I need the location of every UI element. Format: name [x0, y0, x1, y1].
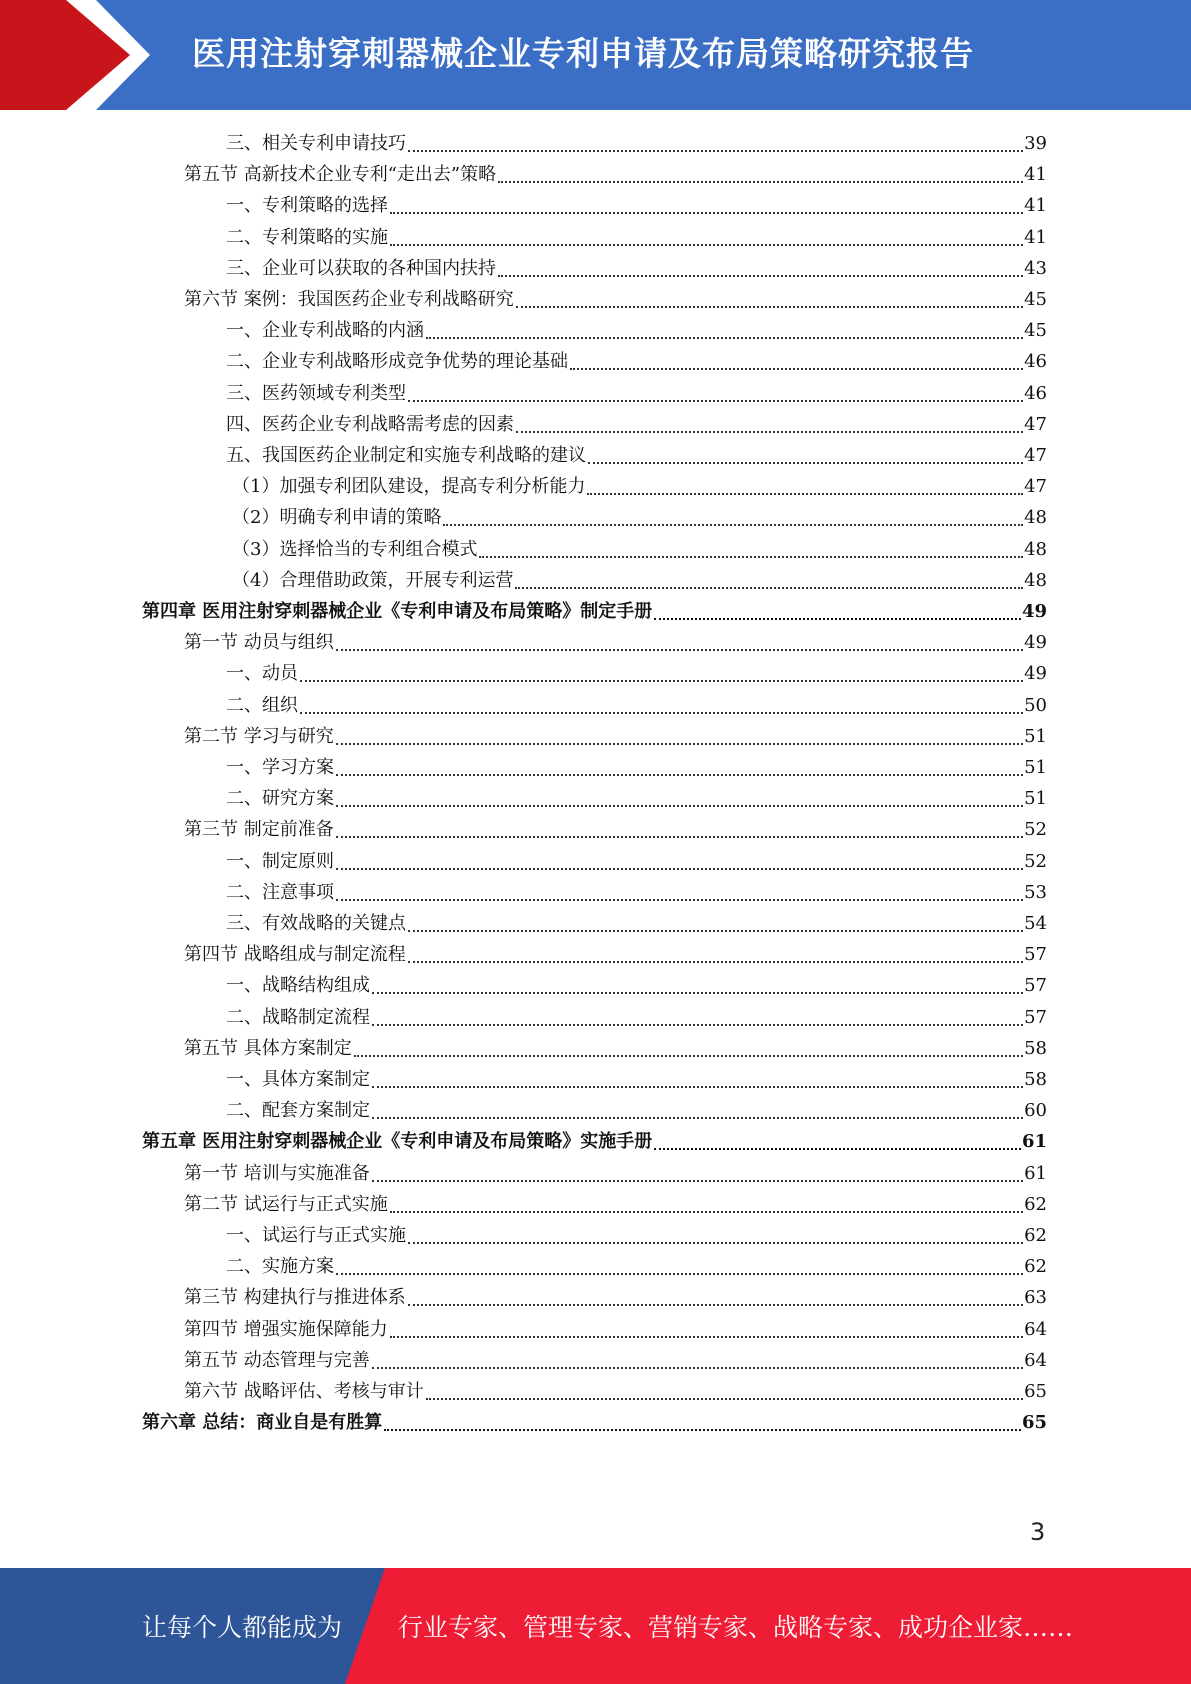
toc-dot-leader — [426, 1397, 1023, 1400]
toc-entry-title: 第六章 总结：商业自是有胜算 — [142, 1412, 383, 1434]
toc-entry[interactable] — [226, 1220, 1047, 1251]
toc-dot-leader — [372, 1179, 1023, 1182]
toc-entry-title: 第六节 案例：我国医药企业专利战略研究 — [184, 289, 514, 310]
toc-entry-title: 二、实施方案 — [226, 1256, 334, 1278]
toc-entry[interactable] — [226, 1095, 1047, 1126]
toc-dot-leader — [479, 555, 1023, 558]
toc-dot-leader — [516, 305, 1023, 308]
toc-entry-page: 63 — [1024, 1287, 1047, 1309]
toc-entry[interactable] — [226, 783, 1047, 814]
toc-dot-leader — [516, 430, 1023, 433]
toc-dot-leader — [336, 804, 1023, 807]
toc-entry[interactable] — [226, 190, 1047, 221]
toc-entry-title: 二、配套方案制定 — [226, 1100, 370, 1122]
toc-entry-title: 第五节 高新技术企业专利“走出去”策略 — [184, 164, 497, 186]
toc-entry-page: 47 — [1024, 413, 1047, 435]
toc-entry-title: 三、相关专利申请技巧 — [226, 133, 406, 154]
toc-entry[interactable] — [226, 315, 1047, 346]
toc-dot-leader — [372, 1085, 1023, 1088]
toc-entry-page: 64 — [1024, 1349, 1047, 1371]
toc-dot-leader — [354, 1054, 1023, 1057]
toc-entry-page: 48 — [1024, 538, 1047, 560]
toc-entry-title: （2）明确专利申请的策略 — [232, 507, 442, 529]
toc-dot-leader — [408, 929, 1023, 932]
toc-entry[interactable] — [184, 1033, 1047, 1064]
toc-entry[interactable] — [226, 877, 1047, 908]
toc-entry-page: 49 — [1024, 632, 1047, 654]
toc-entry-page: 61 — [1024, 1162, 1047, 1184]
toc-dot-leader — [588, 461, 1023, 464]
toc-dot-leader — [408, 1303, 1023, 1306]
toc-dot-leader — [384, 1428, 1021, 1431]
toc-entry[interactable] — [184, 814, 1047, 845]
toc-dot-leader — [336, 742, 1023, 745]
toc-entry-title: 第五章 医用注射穿刺器械企业《专利申请及布局策略》实施手册 — [142, 1131, 653, 1153]
toc-entry-page: 47 — [1024, 445, 1047, 466]
toc-entry-page: 51 — [1024, 788, 1047, 810]
toc-entry[interactable] — [226, 409, 1047, 440]
toc-entry[interactable] — [226, 1002, 1047, 1033]
toc-entry-title: 一、企业专利战略的内涵 — [226, 320, 424, 342]
toc-entry-page: 62 — [1024, 1256, 1047, 1278]
toc-dot-leader — [654, 617, 1021, 620]
toc-entry-title: 二、专利策略的实施 — [226, 226, 388, 248]
toc-entry-title: 第三节 制定前准备 — [184, 819, 334, 841]
toc-entry-page: 41 — [1024, 195, 1047, 217]
toc-entry-title: 一、制定原则 — [226, 850, 334, 872]
toc-entry-page: 65 — [1021, 1412, 1047, 1434]
toc-entry-title: 第五节 动态管理与完善 — [184, 1349, 370, 1371]
toc-entry-title: （4）合理借助政策，开展专利运营 — [232, 569, 514, 591]
toc-entry-title: 第四节 战略组成与制定流程 — [184, 944, 406, 966]
toc-entry-page: 47 — [1024, 476, 1047, 498]
page-header — [0, 0, 1191, 110]
toc-entry-page: 61 — [1021, 1131, 1047, 1153]
toc-entry-title: 一、战略结构组成 — [226, 975, 370, 997]
toc-entry-page: 57 — [1024, 1006, 1047, 1028]
toc-entry[interactable] — [232, 471, 1047, 502]
toc-entry[interactable] — [184, 1314, 1047, 1345]
toc-entry[interactable] — [226, 846, 1047, 877]
document-title: 医用注射穿刺器械企业专利申请及布局策略研究报告 — [192, 34, 974, 73]
toc-entry-title: 五、我国医药企业制定和实施专利战略的建议 — [226, 445, 586, 466]
toc-dot-leader — [654, 1147, 1021, 1150]
toc-entry[interactable] — [226, 346, 1047, 377]
toc-entry-page: 41 — [1024, 164, 1047, 186]
toc-entry-title: （3）选择恰当的专利组合模式 — [232, 538, 478, 560]
toc-entry[interactable] — [232, 534, 1047, 565]
toc-entry-title: 一、具体方案制定 — [226, 1069, 370, 1090]
toc-entry[interactable] — [226, 222, 1047, 253]
toc-entry-page: 45 — [1024, 289, 1047, 310]
toc-entry-page: 51 — [1024, 725, 1047, 747]
toc-entry[interactable] — [226, 1251, 1047, 1282]
toc-dot-leader — [372, 991, 1023, 994]
toc-entry[interactable] — [142, 1126, 1047, 1157]
toc-entry[interactable] — [226, 970, 1047, 1001]
toc-entry-title: （1）加强专利团队建设，提高专利分析能力 — [232, 476, 586, 498]
toc-entry-page: 60 — [1024, 1100, 1047, 1122]
footer-slogan-right: 行业专家、管理专家、营销专家、战略专家、成功企业家…… — [398, 1613, 1074, 1642]
toc-entry[interactable] — [226, 752, 1047, 783]
toc-entry-page: 48 — [1024, 569, 1047, 591]
toc-entry-title: 第二节 学习与研究 — [184, 725, 334, 747]
toc-entry-page: 50 — [1024, 694, 1047, 716]
toc-entry-page: 64 — [1024, 1318, 1047, 1340]
toc-entry-page: 45 — [1024, 320, 1047, 342]
toc-entry-page: 46 — [1024, 382, 1047, 404]
toc-entry-title: 第五节 具体方案制定 — [184, 1037, 352, 1059]
toc-entry[interactable] — [184, 1158, 1047, 1189]
toc-entry[interactable] — [226, 440, 1047, 471]
toc-entry[interactable] — [184, 1189, 1047, 1220]
page-footer — [0, 1568, 1191, 1684]
toc-entry[interactable] — [226, 658, 1047, 689]
toc-dot-leader — [515, 586, 1023, 589]
page-number: 3 — [1030, 1518, 1046, 1546]
toc-entry-page: 49 — [1024, 663, 1047, 685]
toc-entry-title: 三、企业可以获取的各种国内扶持 — [226, 257, 496, 279]
toc-entry-page: 58 — [1024, 1037, 1047, 1059]
toc-entry-title: 第一节 培训与实施准备 — [184, 1162, 370, 1184]
toc-dot-leader — [390, 211, 1023, 214]
toc-entry[interactable] — [142, 1407, 1047, 1438]
toc-dot-leader — [408, 399, 1023, 402]
toc-entry[interactable] — [226, 378, 1047, 409]
toc-entry[interactable] — [226, 908, 1047, 939]
toc-entry[interactable] — [226, 128, 1047, 159]
toc-dot-leader — [390, 243, 1023, 246]
toc-dot-leader — [587, 492, 1023, 495]
toc-entry-title: 一、试运行与正式实施 — [226, 1225, 406, 1246]
toc-entry-page: 51 — [1024, 757, 1047, 778]
toc-entry-page: 43 — [1024, 257, 1047, 279]
toc-entry-page: 58 — [1024, 1069, 1047, 1090]
toc-entry-title: 二、研究方案 — [226, 788, 334, 810]
footer-slogan-left: 让每个人都能成为 — [142, 1613, 343, 1642]
toc-dot-leader — [408, 960, 1023, 963]
toc-entry-title: 第六节 战略评估、考核与审计 — [184, 1381, 424, 1402]
toc-dot-leader — [300, 711, 1023, 714]
toc-entry-title: 二、战略制定流程 — [226, 1006, 370, 1028]
toc-entry-page: 54 — [1024, 913, 1047, 934]
toc-dot-leader — [372, 1116, 1023, 1119]
toc-entry[interactable] — [184, 159, 1047, 190]
toc-entry-page: 48 — [1024, 507, 1047, 529]
toc-dot-leader — [300, 679, 1023, 682]
toc-entry-title: 第二节 试运行与正式实施 — [184, 1193, 388, 1215]
toc-entry[interactable] — [184, 1282, 1047, 1313]
toc-entry-page: 39 — [1024, 133, 1047, 154]
toc-entry-title: 三、医药领域专利类型 — [226, 382, 406, 404]
toc-entry-title: 二、注意事项 — [226, 881, 334, 903]
toc-entry-page: 57 — [1024, 944, 1047, 966]
toc-entry-title: 第四节 增强实施保障能力 — [184, 1318, 388, 1340]
toc-dot-leader — [570, 367, 1023, 370]
toc-entry-title: 一、学习方案 — [226, 757, 334, 778]
toc-entry-title: 第四章 医用注射穿刺器械企业《专利申请及布局策略》制定手册 — [142, 601, 653, 622]
toc-dot-leader — [408, 149, 1023, 152]
toc-entry[interactable] — [232, 565, 1047, 596]
toc-entry-title: 第一节 动员与组织 — [184, 632, 334, 654]
toc-dot-leader — [443, 523, 1023, 526]
toc-entry-page: 52 — [1024, 850, 1047, 872]
toc-dot-leader — [336, 773, 1023, 776]
toc-entry[interactable] — [184, 627, 1047, 658]
toc-dot-leader — [426, 336, 1023, 339]
toc-entry[interactable] — [184, 1345, 1047, 1376]
toc-dot-leader — [498, 180, 1023, 183]
toc-dot-leader — [408, 1241, 1023, 1244]
toc-entry-page: 53 — [1024, 881, 1047, 903]
toc-entry-title: 一、专利策略的选择 — [226, 195, 388, 217]
toc-dot-leader — [336, 648, 1023, 651]
toc-dot-leader — [390, 1210, 1023, 1213]
toc-dot-leader — [390, 1335, 1023, 1338]
toc-dot-leader — [498, 274, 1023, 277]
toc-entry-title: 四、医药企业专利战略需考虑的因素 — [226, 413, 514, 435]
toc-entry[interactable] — [184, 1376, 1047, 1407]
toc-entry-title: 二、企业专利战略形成竞争优势的理论基础 — [226, 351, 568, 373]
toc-entry-page: 52 — [1024, 819, 1047, 841]
toc-entry-page: 46 — [1024, 351, 1047, 373]
toc-entry-page: 57 — [1024, 975, 1047, 997]
toc-entry[interactable] — [184, 284, 1047, 315]
toc-dot-leader — [336, 867, 1023, 870]
toc-entry[interactable] — [232, 502, 1047, 533]
toc-entry-title: 第三节 构建执行与推进体系 — [184, 1287, 406, 1309]
toc-entry-page: 62 — [1024, 1225, 1047, 1246]
toc-dot-leader — [336, 898, 1023, 901]
toc-entry-page: 62 — [1024, 1193, 1047, 1215]
toc-entry[interactable] — [142, 596, 1047, 627]
toc-entry[interactable] — [226, 253, 1047, 284]
toc-entry[interactable] — [184, 721, 1047, 752]
toc-dot-leader — [336, 835, 1023, 838]
toc-dot-leader — [372, 1023, 1023, 1026]
toc-entry-page: 41 — [1024, 226, 1047, 248]
toc-dot-leader — [372, 1366, 1023, 1369]
toc-dot-leader — [336, 1272, 1023, 1275]
toc-entry-title: 二、组织 — [226, 694, 298, 716]
toc-entry-page: 65 — [1024, 1381, 1047, 1402]
toc-entry[interactable] — [184, 939, 1047, 970]
toc-entry-title: 一、动员 — [226, 663, 298, 685]
toc-entry-page: 49 — [1021, 601, 1047, 622]
toc-entry[interactable] — [226, 690, 1047, 721]
toc-entry[interactable] — [226, 1064, 1047, 1095]
toc-entry-title: 三、有效战略的关键点 — [226, 913, 406, 934]
